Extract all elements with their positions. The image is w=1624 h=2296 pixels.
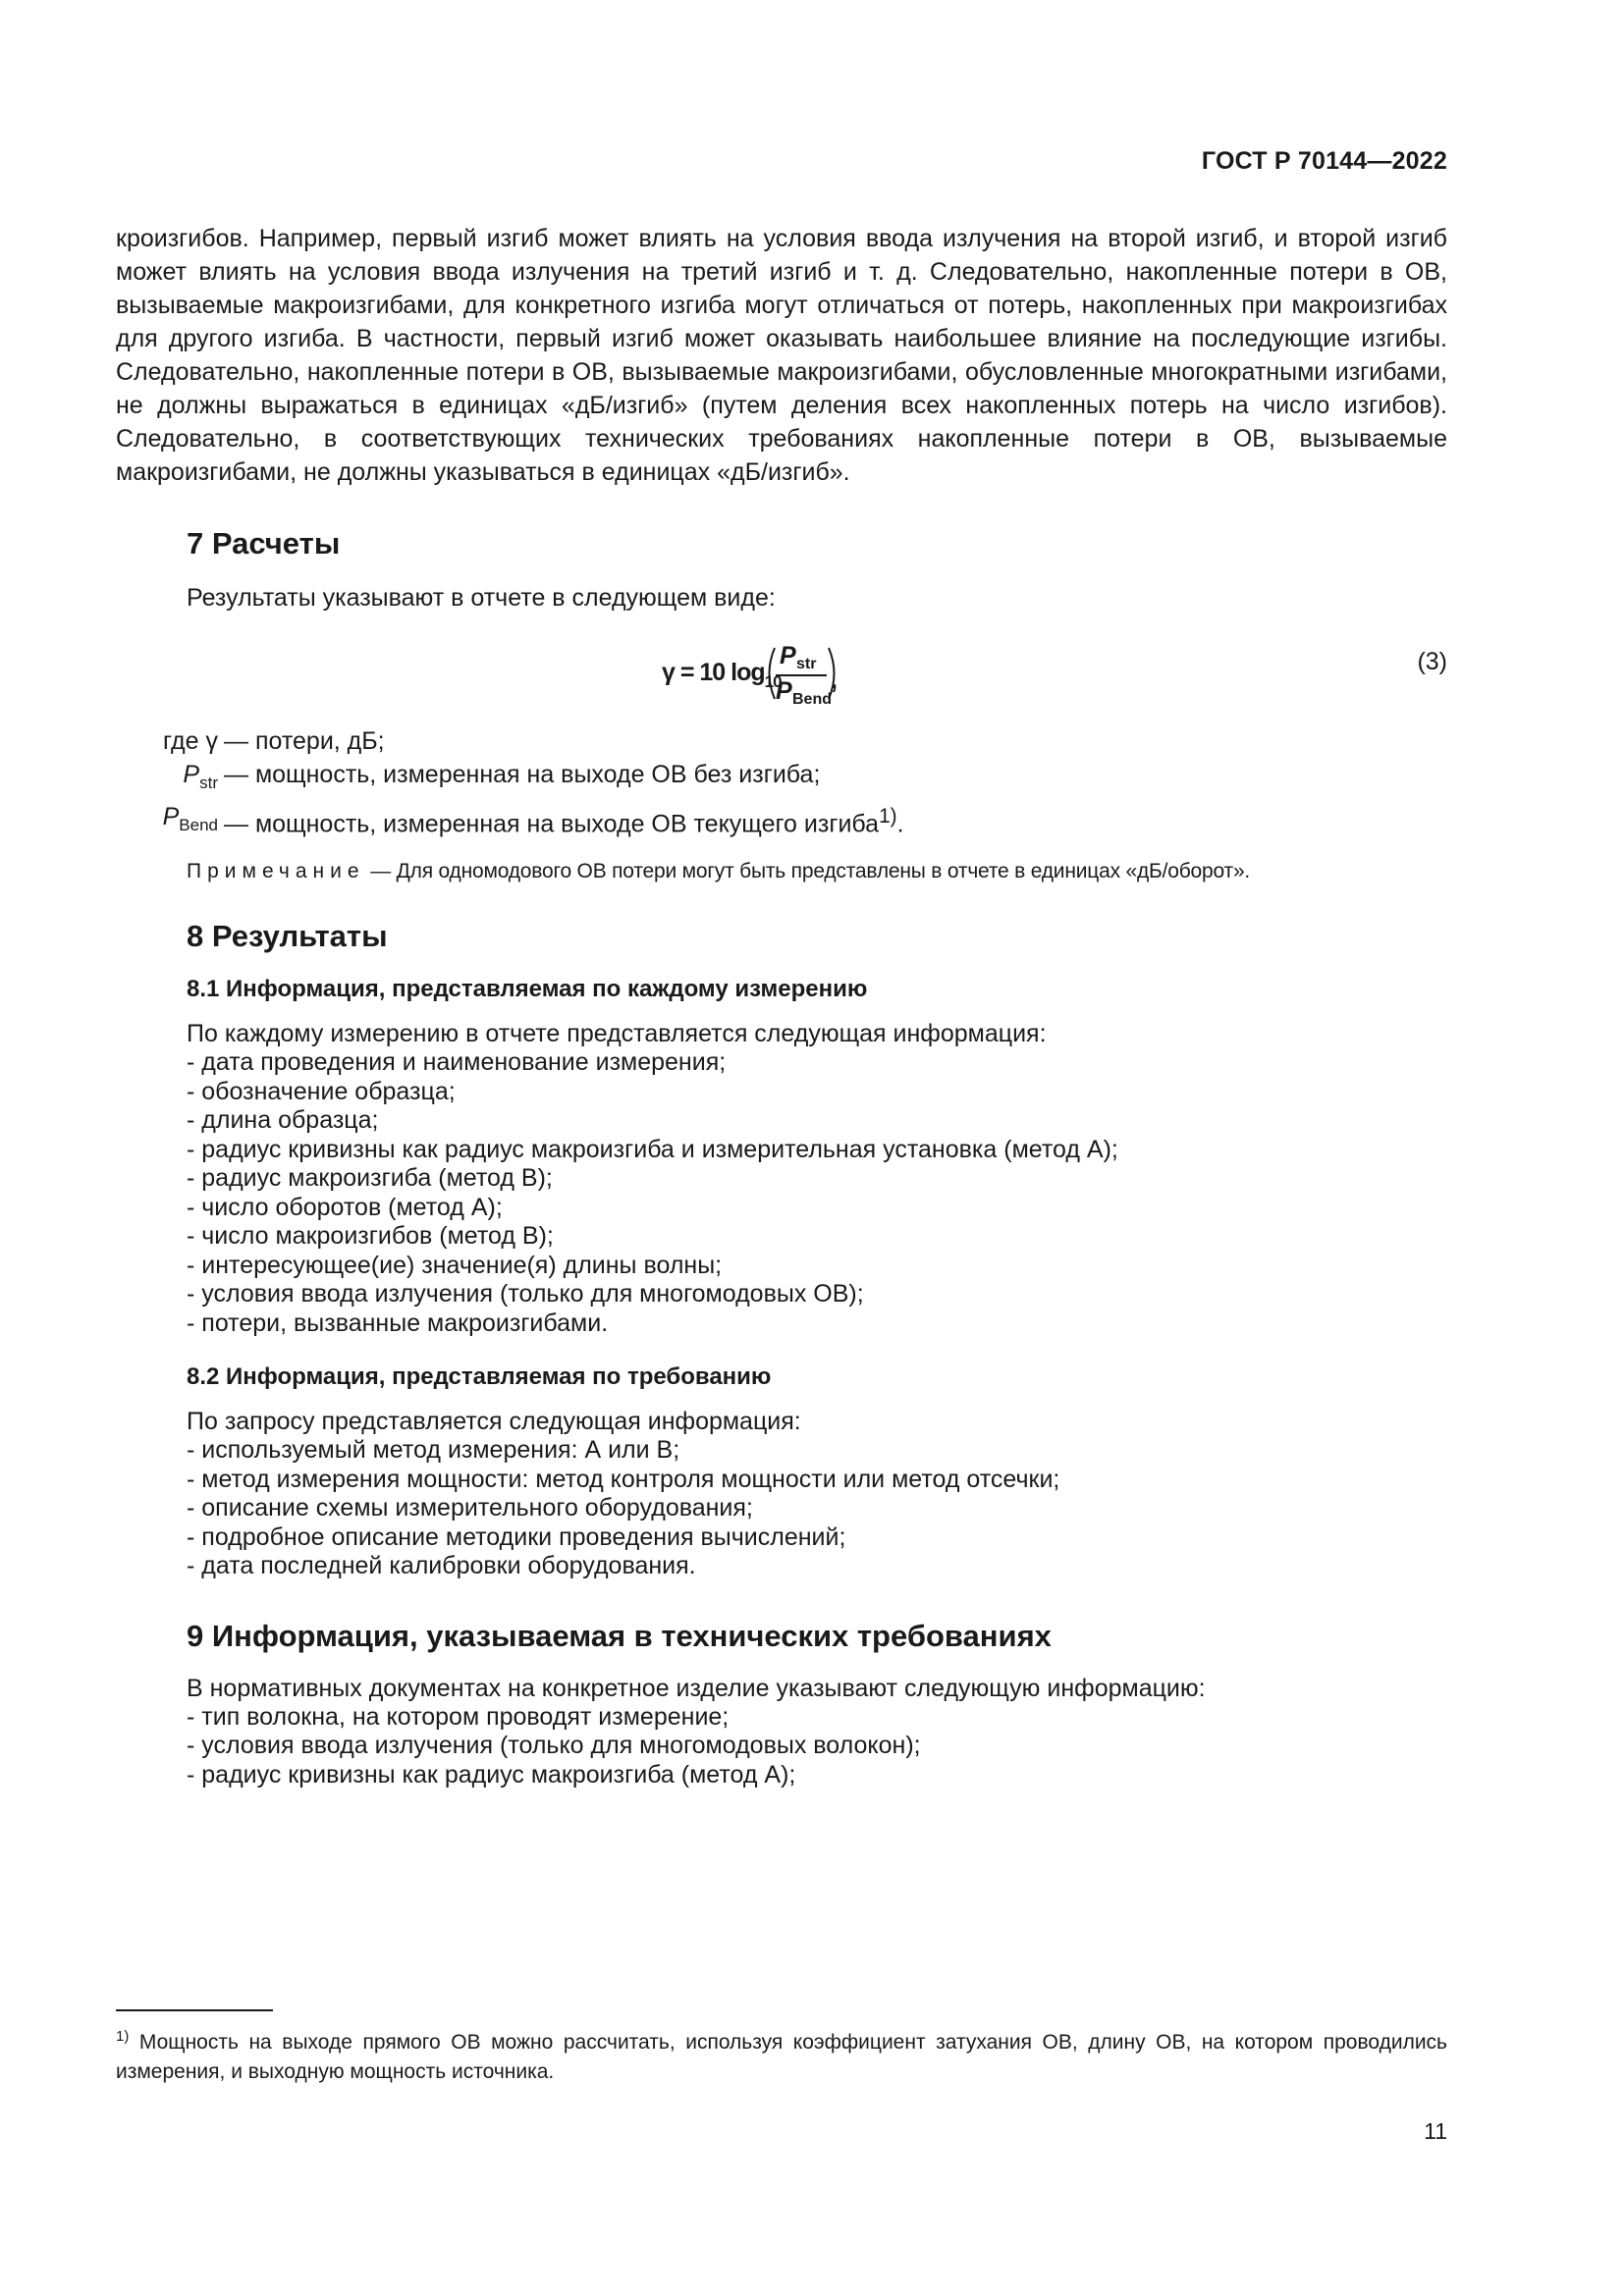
list-item: - условия ввода излучения (только для многомодовых ОВ); xyxy=(187,1280,1447,1309)
section-8-1-intro: По каждому измерению в отчете представляется следующая информация: xyxy=(187,1020,1047,1047)
formula-3-row xyxy=(116,634,1447,713)
section-8-2-heading: 8.2 Информация, представляемая по требованию xyxy=(187,1363,772,1390)
where-row-pstr xyxy=(116,758,1447,800)
section-9-heading: 9 Информация, указываемая в технических требованиях xyxy=(187,1618,1052,1653)
page-content xyxy=(116,222,1447,1789)
formula-trailing: , xyxy=(831,667,838,694)
p-sub-bend: Bend xyxy=(179,816,218,834)
page-number: 11 xyxy=(1424,2118,1447,2144)
list-item: - дата последней калибровки оборудования. xyxy=(187,1552,1447,1581)
list-item: - радиус кривизны как радиус макроизгиба (метод А); xyxy=(187,1761,1447,1790)
list-item: - длина образца; xyxy=(187,1106,1447,1136)
section-8-2-list xyxy=(116,1436,1447,1581)
note-label: Примечание xyxy=(187,860,365,882)
section-8-1-heading: 8.1 Информация, представляемая по каждому измерению xyxy=(187,976,868,1002)
where-row-gamma xyxy=(116,724,1447,758)
section-9-list xyxy=(116,1703,1447,1790)
note-text: — Для одномодового ОВ потери могут быть представлены в отчете в единицах «дБ/оборот». xyxy=(364,860,1251,882)
numerator-p: P xyxy=(780,642,796,669)
section-7-intro: Результаты указывают в отчете в следующем виде: xyxy=(187,584,776,612)
where-desc-pbend: — мощность, измеренная на выходе ОВ текущего изгиба xyxy=(224,810,880,838)
list-item: - тип волокна, на котором проводят измерение; xyxy=(187,1703,1447,1733)
formula-3 xyxy=(662,634,839,713)
footnote-divider xyxy=(116,2009,273,2011)
p-symbol: P xyxy=(162,803,180,830)
section-8-2-intro: По запросу представляется следующая информация: xyxy=(187,1408,801,1435)
list-item: - метод измерения мощности: метод контроля мощности или метод отсечки; xyxy=(187,1466,1447,1495)
formula-log-base: 10 xyxy=(764,672,782,691)
list-item: - потери, вызванные макроизгибами. xyxy=(187,1309,1447,1339)
list-item: - описание схемы измерительного оборудования; xyxy=(187,1494,1447,1523)
list-item: - условия ввода излучения (только для многомодовых волокон); xyxy=(187,1732,1447,1761)
footnote xyxy=(116,2022,1447,2087)
section-9-intro: В нормативных документах на конкретное изделие указывают следующую информацию: xyxy=(187,1674,1206,1702)
list-item: - число макроизгибов (метод В); xyxy=(187,1222,1447,1252)
note xyxy=(116,858,1447,885)
where-prefix: где xyxy=(163,727,199,755)
equation-number: (3) xyxy=(1417,648,1447,675)
list-item: - радиус макроизгиба (метод В); xyxy=(187,1164,1447,1194)
list-item: - радиус кривизны как радиус макроизгиба и измерительная установка (метод А); xyxy=(187,1136,1447,1165)
formula-lhs: γ = 10 log xyxy=(662,659,765,686)
where-row-pbend xyxy=(116,800,1447,842)
gamma-symbol: γ xyxy=(205,727,218,755)
section-8-heading: 8 Результаты xyxy=(187,919,388,953)
list-item: - подробное описание методики проведения вычислений; xyxy=(187,1523,1447,1553)
document-code: ГОСТ Р 70144—2022 xyxy=(1201,147,1447,175)
list-item: - дата проведения и наименование измерения; xyxy=(187,1048,1447,1078)
list-item: - интересующее(ие) значение(я) длины волны; xyxy=(187,1252,1447,1281)
footnote-text: Мощность на выходе прямого ОВ можно рассчитать, используя коэффициент затухания ОВ, длину ОВ, на котором проводились измерения, и выходную мощность источника. xyxy=(116,2031,1447,2083)
p-sub-str: str xyxy=(199,774,218,792)
svg-text:γ = 10 log10 xyxy=(662,659,782,691)
footnote-marker: 1) xyxy=(116,2028,130,2045)
where-desc-gamma: — потери, дБ; xyxy=(224,727,385,755)
section-7-heading: 7 Расчеты xyxy=(187,526,341,561)
numerator-sub: str xyxy=(796,656,817,672)
footnote-ref[interactable]: 1) xyxy=(879,805,897,828)
where-block xyxy=(116,724,1447,842)
p-symbol: P xyxy=(183,761,200,788)
where-desc-end: . xyxy=(896,810,904,838)
intro-paragraph: кроизгибов. Например, первый изгиб может влиять на условия ввода излучения на второй изгиб, и второй изгиб может влиять на условия ввода излучения на третий изгиб и т. д. Следовательно, накопленные потери в ОВ, вызываемые макроизгибами, для конкретного изгиба могут отличаться от потерь, накопленных при макроизгибах для другого изгиба. В частности, первый изгиб может оказывать наибольшее влияние на последующие изгибы. Следовательно, накопленные потери в ОВ, вызываемые макроизгибами, обусловленные многократными изгибами, не должны выражаться в единицах «дБ/изгиб» (путем деления всех накопленных потерь на число изгибов). Следовательно, в соответствующих технических требованиях накопленные потери в ОВ, вызываемые макроизгибами, не должны указываться в единицах «дБ/изгиб». xyxy=(116,225,1447,486)
list-item: - используемый метод измерения: А или В; xyxy=(187,1436,1447,1466)
list-item: - обозначение образца; xyxy=(187,1078,1447,1107)
where-desc-pstr: — мощность, измеренная на выходе ОВ без изгиба; xyxy=(224,761,821,788)
section-8-1-list xyxy=(116,1048,1447,1338)
denominator-sub: Bend xyxy=(792,691,832,708)
denominator-p: P xyxy=(776,677,792,705)
list-item: - число оборотов (метод А); xyxy=(187,1194,1447,1223)
